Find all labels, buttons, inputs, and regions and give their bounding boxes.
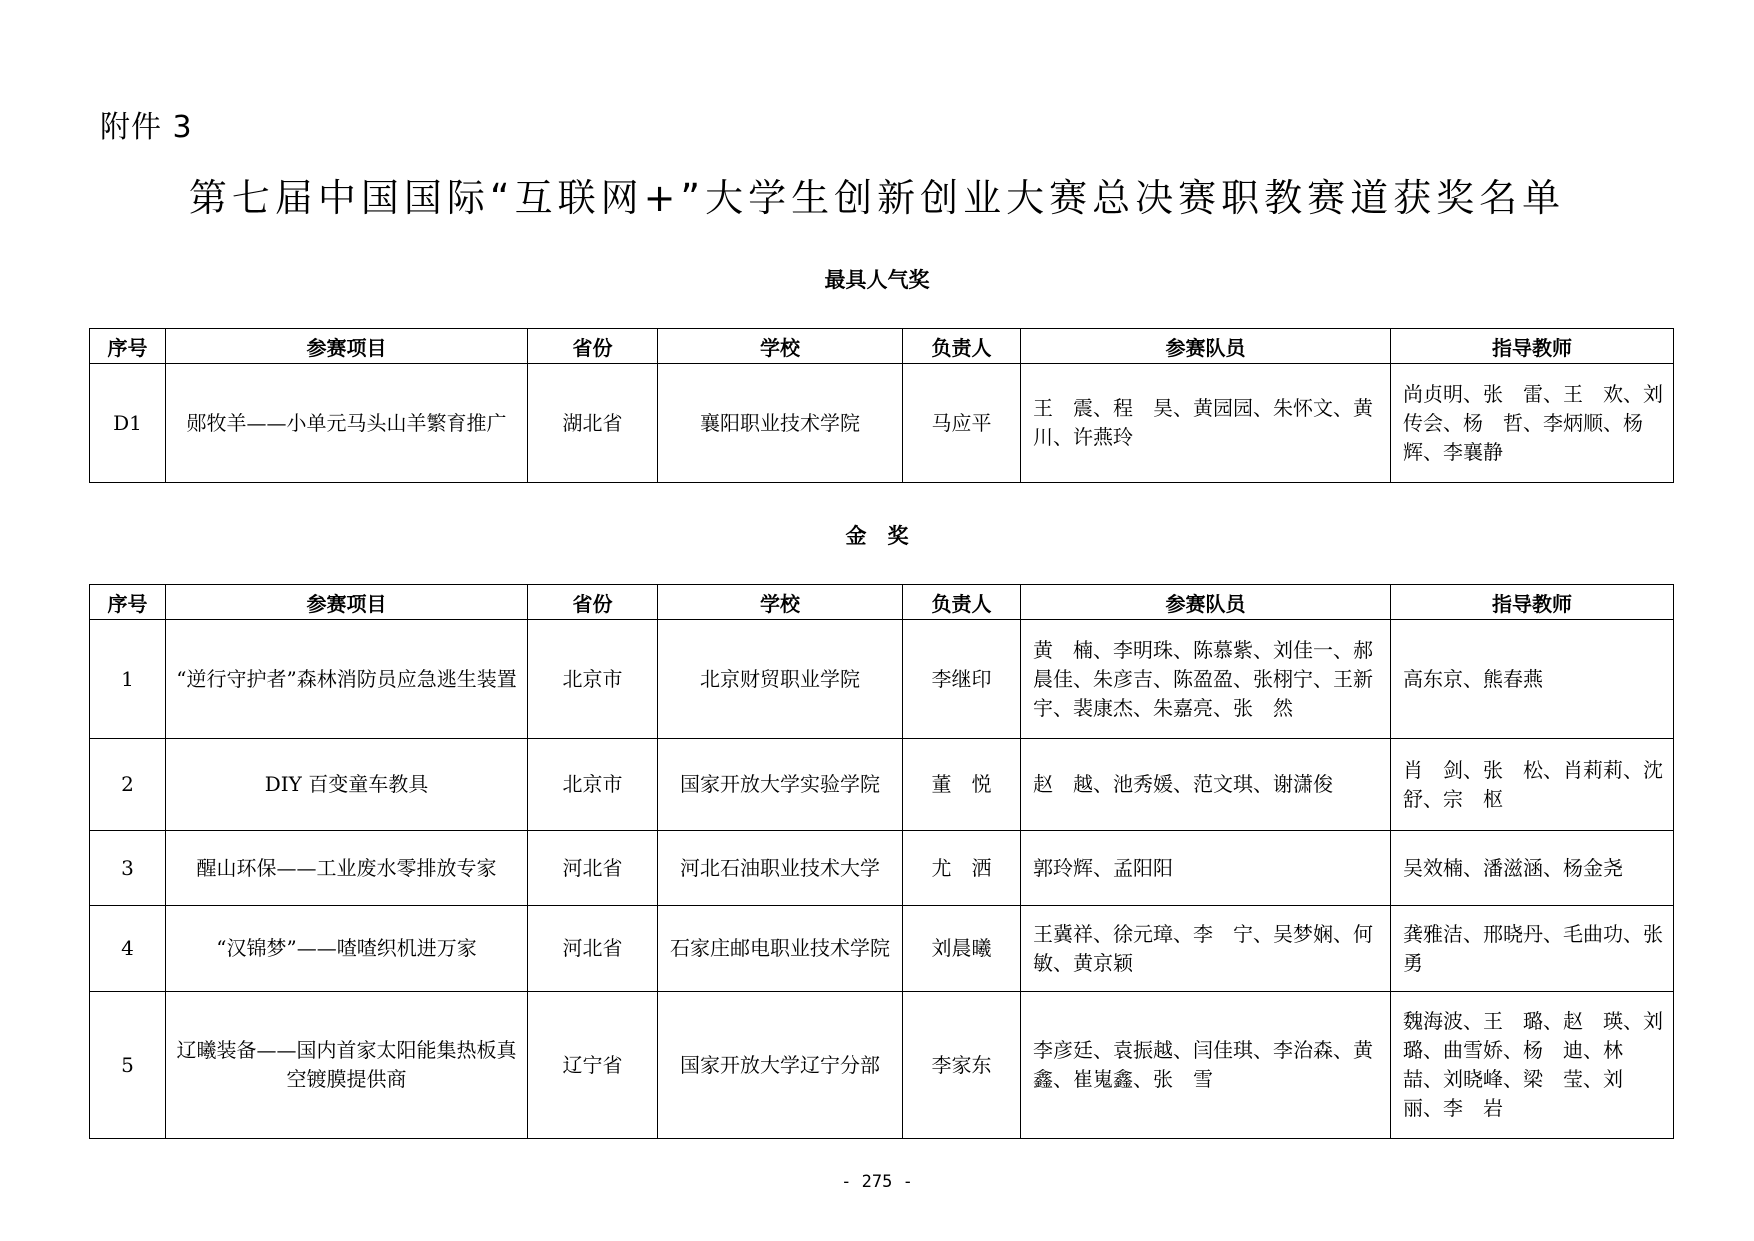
cell-project: 醒山环保——工业废水零排放专家 [166, 831, 528, 906]
header-school: 学校 [658, 585, 903, 620]
cell-advisors: 魏海波、王 璐、赵 瑛、刘 璐、曲雪娇、杨 迪、林 喆、刘晓峰、梁 莹、刘 丽、李 岩 [1391, 992, 1674, 1139]
table-row [90, 620, 1674, 739]
header-school: 学校 [658, 329, 903, 364]
header-no: 序号 [90, 585, 166, 620]
cell-school: 石家庄邮电职业技术学院 [658, 906, 903, 992]
document-title: 第七届中国国际“互联网+”大学生创新创业大赛总决赛职教赛道获奖名单 [188, 176, 1566, 220]
cell-province: 河北省 [528, 831, 658, 906]
table-row [90, 906, 1674, 992]
cell-members: 王 震、程 昊、黄园园、朱怀文、黄 川、许燕玲 [1021, 364, 1391, 483]
cell-members: 王冀祥、徐元璋、李 宁、吴梦娴、何 敏、黄京颖 [1021, 906, 1391, 992]
table-header-row [90, 329, 1674, 364]
cell-project: 郧牧羊——小单元马头山羊繁育推广 [166, 364, 528, 483]
cell-province: 湖北省 [528, 364, 658, 483]
cell-members: 赵 越、池秀媛、范文琪、谢潇俊 [1021, 739, 1391, 831]
cell-leader: 李继印 [903, 620, 1021, 739]
header-province: 省份 [528, 329, 658, 364]
cell-school: 襄阳职业技术学院 [658, 364, 903, 483]
cell-no: 5 [90, 992, 166, 1139]
page-number: - 275 - [841, 1172, 913, 1192]
header-project: 参赛项目 [166, 329, 528, 364]
attachment-label: 附件 3 [100, 110, 193, 145]
cell-leader: 尤 洒 [903, 831, 1021, 906]
cell-project: 辽曦装备——国内首家太阳能集热板真空镀膜提供商 [166, 992, 528, 1139]
header-leader: 负责人 [903, 329, 1021, 364]
cell-no: 1 [90, 620, 166, 739]
header-members: 参赛队员 [1021, 329, 1391, 364]
cell-members: 黄 楠、李明珠、陈慕紫、刘佳一、郝晨佳、朱彦吉、陈盈盈、张栩宁、王新宇、裴康杰、朱嘉亮、张 然 [1021, 620, 1391, 739]
cell-no: 2 [90, 739, 166, 831]
header-advisors: 指导教师 [1391, 329, 1674, 364]
section-title-popular: 最具人气奖 [824, 268, 930, 292]
table-row [90, 831, 1674, 906]
cell-members: 郭玲辉、孟阳阳 [1021, 831, 1391, 906]
cell-project: DIY 百变童车教具 [166, 739, 528, 831]
header-no: 序号 [90, 329, 166, 364]
cell-leader: 董 悦 [903, 739, 1021, 831]
table-header-row [90, 585, 1674, 620]
cell-members: 李彦廷、袁振越、闫佳琪、李治森、黄 鑫、崔嵬鑫、张 雪 [1021, 992, 1391, 1139]
cell-school: 河北石油职业技术大学 [658, 831, 903, 906]
header-project: 参赛项目 [166, 585, 528, 620]
cell-advisors: 吴效楠、潘滋涵、杨金尧 [1391, 831, 1674, 906]
cell-province: 河北省 [528, 906, 658, 992]
cell-school: 北京财贸职业学院 [658, 620, 903, 739]
cell-advisors: 高东京、熊春燕 [1391, 620, 1674, 739]
cell-no: 3 [90, 831, 166, 906]
cell-advisors: 尚贞明、张 雷、王 欢、刘传会、杨 哲、李炳顺、杨 辉、李襄静 [1391, 364, 1674, 483]
cell-leader: 李家东 [903, 992, 1021, 1139]
cell-no: 4 [90, 906, 166, 992]
cell-leader: 刘晨曦 [903, 906, 1021, 992]
popular-award-table [89, 328, 1674, 483]
cell-leader: 马应平 [903, 364, 1021, 483]
cell-project: “汉锦梦”——喳喳织机进万家 [166, 906, 528, 992]
table-row [90, 364, 1674, 483]
header-province: 省份 [528, 585, 658, 620]
cell-advisors: 龚雅洁、邢晓丹、毛曲功、张 勇 [1391, 906, 1674, 992]
cell-advisors: 肖 剑、张 松、肖莉莉、沈 舒、宗 枢 [1391, 739, 1674, 831]
cell-school: 国家开放大学辽宁分部 [658, 992, 903, 1139]
header-advisors: 指导教师 [1391, 585, 1674, 620]
section-title-gold: 金 奖 [845, 524, 909, 548]
cell-no: D1 [90, 364, 166, 483]
cell-province: 北京市 [528, 620, 658, 739]
header-leader: 负责人 [903, 585, 1021, 620]
cell-province: 北京市 [528, 739, 658, 831]
header-members: 参赛队员 [1021, 585, 1391, 620]
table-row [90, 992, 1674, 1139]
cell-project: “逆行守护者”森林消防员应急逃生装置 [166, 620, 528, 739]
table-row [90, 739, 1674, 831]
cell-province: 辽宁省 [528, 992, 658, 1139]
gold-award-table [89, 584, 1683, 1139]
cell-school: 国家开放大学实验学院 [658, 739, 903, 831]
